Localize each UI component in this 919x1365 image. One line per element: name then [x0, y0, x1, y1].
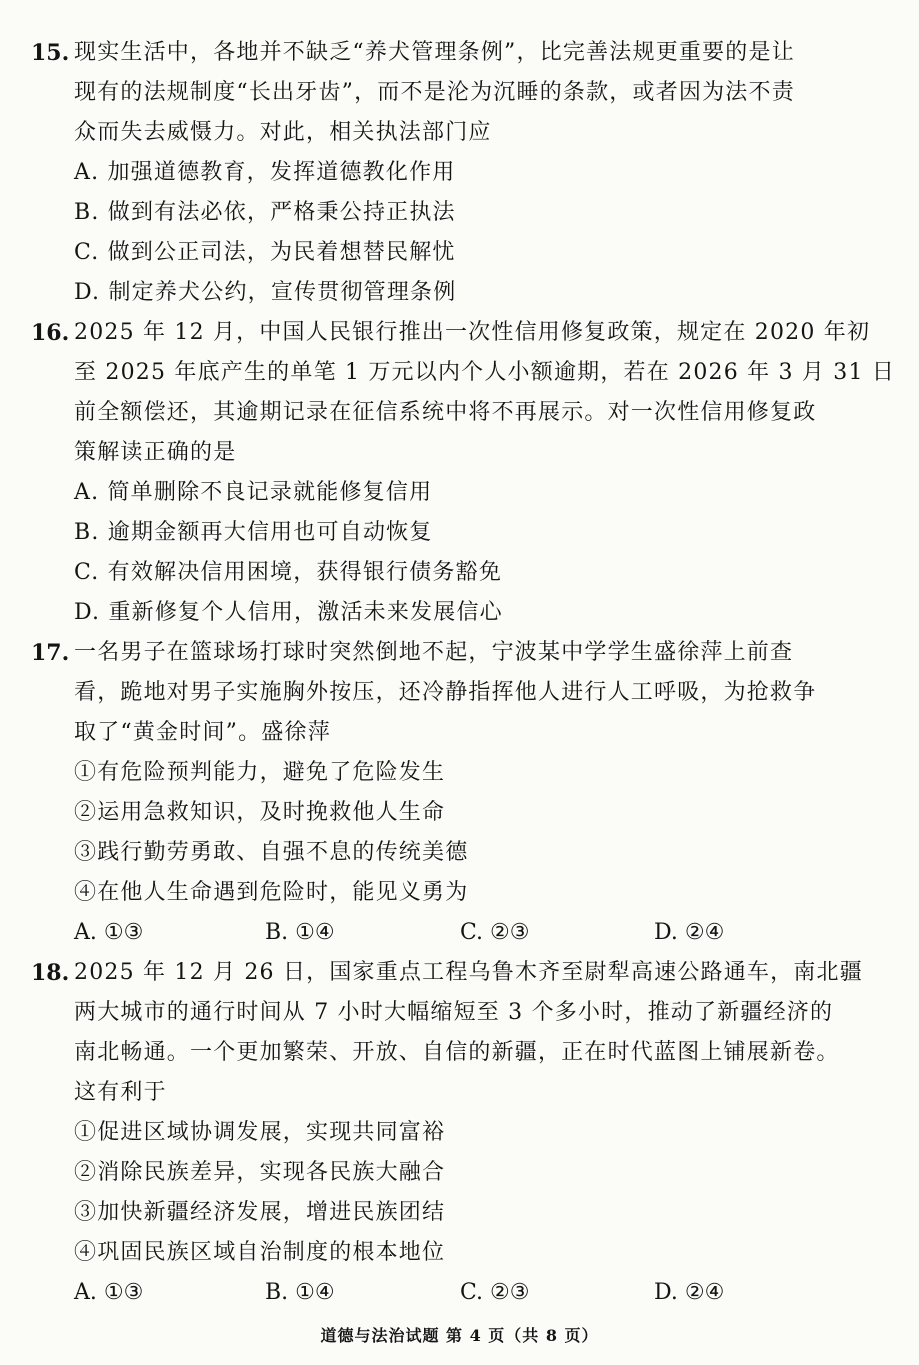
- statement-1: ①促进区域协调发展，实现共同富裕: [74, 1120, 446, 1145]
- question-stem-line: 现实生活中，各地并不缺乏“养犬管理条例”，比完善法规更重要的是让: [74, 40, 795, 65]
- question-number: 16.: [31, 320, 70, 346]
- option-c: C. 有效解决信用困境，获得银行债务豁免: [74, 560, 503, 585]
- question-stem-line: 现有的法规制度“长出牙齿”，而不是沦为沉睡的条款，或者因为法不责: [74, 80, 795, 105]
- page-footer: 道德与法治试题 第 4 页（共 8 页）: [320, 1326, 599, 1345]
- option-d: D. 制定养犬公约，宣传贯彻管理条例: [74, 280, 457, 305]
- question-stem-line: 众而失去威慑力。对此，相关执法部门应: [74, 120, 492, 145]
- option-a: A. 加强道德教育，发挥道德教化作用: [74, 160, 456, 185]
- option-a: A. 简单删除不良记录就能修复信用: [74, 480, 433, 505]
- question-stem-line: 2025 年 12 月 26 日，国家重点工程乌鲁木齐至尉犁高速公路通车，南北疆: [74, 960, 863, 985]
- question-stem-line: 取了“黄金时间”。盛徐萍: [74, 720, 331, 745]
- choice-c: C. ②③: [460, 920, 530, 945]
- statement-3: ③践行勤劳勇敢、自强不息的传统美德: [74, 840, 469, 865]
- question-stem-line: 2025 年 12 月，中国人民银行推出一次性信用修复政策，规定在 2020 年初: [74, 320, 871, 345]
- choice-a: A. ①③: [74, 1280, 144, 1305]
- statement-4: ④在他人生命遇到危险时，能见义勇为: [74, 880, 469, 905]
- question-stem-line: 这有利于: [74, 1080, 167, 1105]
- choice-c: C. ②③: [460, 1280, 530, 1305]
- statement-4: ④巩固民族区域自治制度的根本地位: [74, 1240, 446, 1265]
- question-stem-line: 看，跪地对男子实施胸外按压，还冷静指挥他人进行人工呼吸，为抢救争: [74, 680, 817, 705]
- question-number: 15.: [31, 40, 70, 66]
- statement-1: ①有危险预判能力，避免了危险发生: [74, 760, 446, 785]
- question-stem-line: 两大城市的通行时间从 7 小时大幅缩短至 3 个多小时，推动了新疆经济的: [74, 1000, 834, 1025]
- choice-a: A. ①③: [74, 920, 144, 945]
- statement-3: ③加快新疆经济发展，增进民族团结: [74, 1200, 446, 1225]
- question-number: 18.: [31, 960, 70, 986]
- statement-2: ②消除民族差异，实现各民族大融合: [74, 1160, 446, 1185]
- choice-d: D. ②④: [654, 920, 725, 945]
- question-stem-line: 策解读正确的是: [74, 440, 237, 465]
- option-c: C. 做到公正司法，为民着想替民解忧: [74, 240, 456, 265]
- choice-b: B. ①④: [265, 1280, 335, 1305]
- question-number: 17.: [31, 640, 70, 666]
- choice-d: D. ②④: [654, 1280, 725, 1305]
- question-stem-line: 南北畅通。一个更加繁荣、开放、自信的新疆，正在时代蓝图上铺展新卷。: [74, 1040, 840, 1065]
- question-stem-line: 至 2025 年底产生的单笔 1 万元以内个人小额逾期，若在 2026 年 3 月 31 日: [74, 360, 896, 385]
- statement-2: ②运用急救知识，及时挽救他人生命: [74, 800, 446, 825]
- option-b: B. 逾期金额再大信用也可自动恢复: [74, 520, 433, 545]
- question-stem-line: 前全额偿还，其逾期记录在征信系统中将不再展示。对一次性信用修复政: [74, 400, 817, 425]
- option-d: D. 重新修复个人信用，激活未来发展信心: [74, 600, 503, 625]
- question-stem-line: 一名男子在篮球场打球时突然倒地不起，宁波某中学学生盛徐萍上前查: [74, 640, 794, 665]
- option-b: B. 做到有法必依，严格秉公持正执法: [74, 200, 456, 225]
- choice-b: B. ①④: [265, 920, 335, 945]
